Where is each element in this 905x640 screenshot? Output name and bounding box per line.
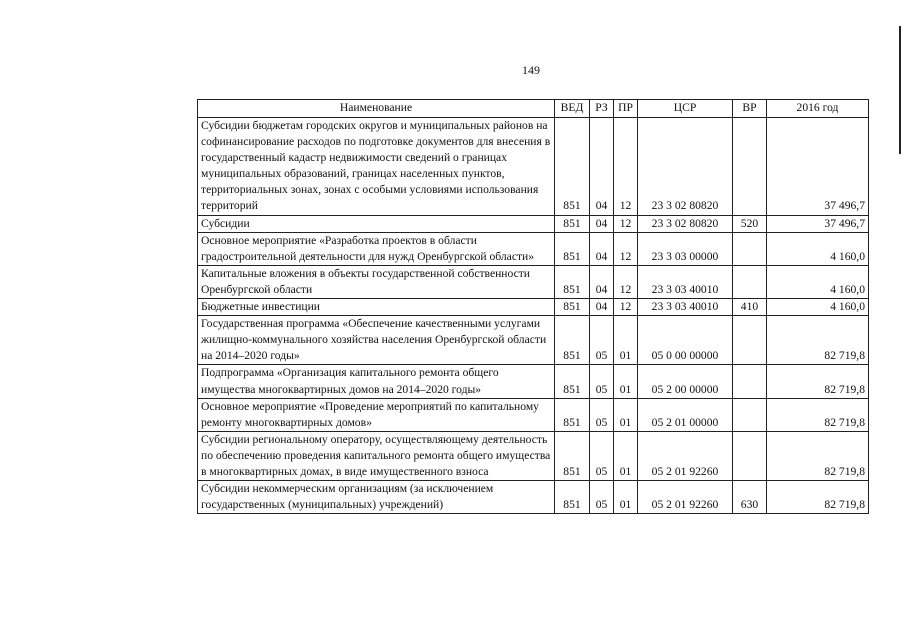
budget-table — [197, 99, 869, 514]
row-ved: 851 — [555, 365, 590, 398]
row-vr: 410 — [733, 299, 767, 316]
row-amount: 82 719,8 — [767, 316, 869, 365]
row-ved: 851 — [555, 215, 590, 232]
scan-edge-line — [899, 26, 901, 154]
row-name: Подпрограмма «Организация капитального ремонта общего имущества многоквартирных домов на 2014–2020 годы» — [198, 365, 555, 398]
row-amount: 4 160,0 — [767, 265, 869, 298]
row-name: Основное мероприятие «Проведение мероприятий по капитальному ремонту многоквартирных домов» — [198, 398, 555, 431]
row-vr: 520 — [733, 215, 767, 232]
row-vr — [733, 365, 767, 398]
row-name: Капитальные вложения в объекты государственной собственности Оренбургской области — [198, 265, 555, 298]
row-ved: 851 — [555, 118, 590, 216]
header-row — [198, 100, 869, 118]
row-name: Субсидии региональному оператору, осуществляющему деятельность по обеспечению проведения капитального ремонта общего имущества в многоквартирных домах, в виде имущественного взноса — [198, 431, 555, 480]
row-amount: 82 719,8 — [767, 481, 869, 514]
row-name: Субсидии некоммерческим организациям (за исключением государственных (муниципальных) учреждений) — [198, 481, 555, 514]
row-name: Государственная программа «Обеспечение качественными услугами жилищно-коммунального хозяйства населения Оренбургской области на 2014–2020 годы» — [198, 316, 555, 365]
table-row — [198, 118, 869, 216]
row-amount: 82 719,8 — [767, 365, 869, 398]
row-amount: 37 496,7 — [767, 215, 869, 232]
row-amount: 37 496,7 — [767, 118, 869, 216]
row-pr: 12 — [614, 265, 638, 298]
row-rz: 05 — [590, 316, 614, 365]
table-row — [198, 481, 869, 514]
header-name: Наименование — [198, 100, 555, 118]
row-csr: 23 3 03 00000 — [638, 232, 733, 265]
row-vr — [733, 398, 767, 431]
row-vr — [733, 316, 767, 365]
row-ved: 851 — [555, 265, 590, 298]
table-row — [198, 316, 869, 365]
row-name: Субсидии бюджетам городских округов и муниципальных районов на софинансирование расходов по подготовке документов для внесения в государственный кадастр недвижимости сведений о границах муниципальных образований, границах населенных пунктов, территориальных зонах, зонах с особыми условиями использования территорий — [198, 118, 555, 216]
row-ved: 851 — [555, 232, 590, 265]
row-rz: 04 — [590, 118, 614, 216]
row-ved: 851 — [555, 431, 590, 480]
row-vr — [733, 118, 767, 216]
row-pr: 12 — [614, 232, 638, 265]
row-csr: 23 3 02 80820 — [638, 215, 733, 232]
page-number: 149 — [522, 63, 540, 77]
row-csr: 05 2 00 00000 — [638, 365, 733, 398]
row-ved: 851 — [555, 398, 590, 431]
header-rz: РЗ — [590, 100, 614, 118]
row-csr: 23 3 03 40010 — [638, 265, 733, 298]
row-rz: 04 — [590, 265, 614, 298]
row-ved: 851 — [555, 316, 590, 365]
row-pr: 01 — [614, 481, 638, 514]
row-csr: 05 0 00 00000 — [638, 316, 733, 365]
header-pr: ПР — [614, 100, 638, 118]
row-amount: 4 160,0 — [767, 232, 869, 265]
header-year: 2016 год — [767, 100, 869, 118]
row-ved: 851 — [555, 481, 590, 514]
row-name: Бюджетные инвестиции — [198, 299, 555, 316]
table-row — [198, 299, 869, 316]
row-rz: 05 — [590, 431, 614, 480]
row-amount: 4 160,0 — [767, 299, 869, 316]
row-csr: 05 2 01 00000 — [638, 398, 733, 431]
row-csr: 05 2 01 92260 — [638, 481, 733, 514]
row-pr: 12 — [614, 299, 638, 316]
row-pr: 01 — [614, 398, 638, 431]
row-csr: 23 3 02 80820 — [638, 118, 733, 216]
row-pr: 01 — [614, 316, 638, 365]
row-rz: 04 — [590, 232, 614, 265]
row-vr: 630 — [733, 481, 767, 514]
table-row — [198, 398, 869, 431]
row-name: Основное мероприятие «Разработка проектов в области градостроительной деятельности для нужд Оренбургской области» — [198, 232, 555, 265]
row-pr: 01 — [614, 365, 638, 398]
row-csr: 05 2 01 92260 — [638, 431, 733, 480]
row-rz: 04 — [590, 299, 614, 316]
row-rz: 04 — [590, 215, 614, 232]
row-vr — [733, 431, 767, 480]
row-name: Субсидии — [198, 215, 555, 232]
row-ved: 851 — [555, 299, 590, 316]
row-amount: 82 719,8 — [767, 431, 869, 480]
table-row — [198, 431, 869, 480]
row-pr: 01 — [614, 431, 638, 480]
row-csr: 23 3 03 40010 — [638, 299, 733, 316]
row-pr: 12 — [614, 215, 638, 232]
row-rz: 05 — [590, 481, 614, 514]
row-vr — [733, 265, 767, 298]
header-ved: ВЕД — [555, 100, 590, 118]
table-row — [198, 265, 869, 298]
table-row — [198, 365, 869, 398]
row-pr: 12 — [614, 118, 638, 216]
row-vr — [733, 232, 767, 265]
header-vr: ВР — [733, 100, 767, 118]
row-amount: 82 719,8 — [767, 398, 869, 431]
header-csr: ЦСР — [638, 100, 733, 118]
table-row — [198, 232, 869, 265]
row-rz: 05 — [590, 398, 614, 431]
row-rz: 05 — [590, 365, 614, 398]
table-row — [198, 215, 869, 232]
